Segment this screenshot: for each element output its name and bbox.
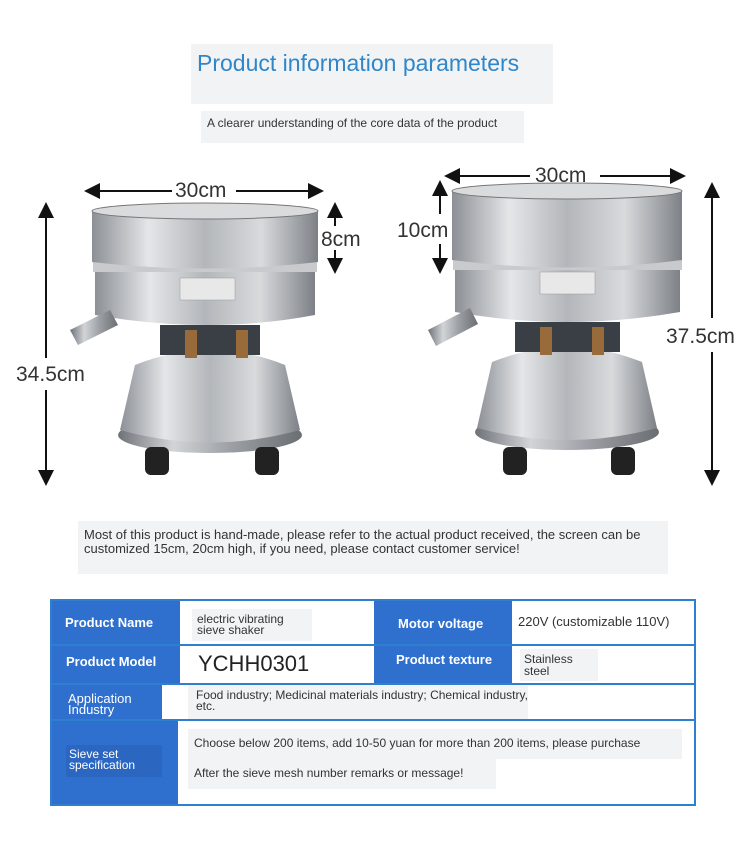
sieve-label: Sieve set specification xyxy=(66,745,162,777)
product-texture-value: Stainless steel xyxy=(520,649,598,681)
total-height-label-left: 34.5cm xyxy=(16,363,85,386)
product-texture-label: Product texture xyxy=(374,646,512,683)
sieve-value-2: After the sieve mesh number remarks or message! xyxy=(188,759,496,789)
sieve-machine-right xyxy=(428,183,682,475)
width-label-right: 30cm xyxy=(535,164,587,187)
motor-voltage-value: 220V (customizable 110V) xyxy=(518,614,688,629)
tier-height-label-left: 8cm xyxy=(321,228,361,251)
product-model-label: Product Model xyxy=(52,646,180,683)
product-name-value: electric vibrating sieve shaker xyxy=(192,609,312,641)
total-height-label-right: 37.5cm xyxy=(666,325,735,348)
motor-voltage-label: Motor voltage xyxy=(374,601,512,644)
product-name-label: Product Name xyxy=(52,601,180,644)
width-label-left: 30cm xyxy=(175,179,227,202)
product-model-value: YCHH0301 xyxy=(198,651,348,677)
page-title: Product information parameters xyxy=(197,50,520,76)
page-subtitle: A clearer understanding of the core data of the product xyxy=(207,116,498,130)
application-value: Food industry; Medicinal materials industry; Chemical industry, etc. xyxy=(188,685,528,719)
product-images xyxy=(0,150,749,490)
tier-height-label-right: 10cm xyxy=(397,219,449,242)
sieve-machine-left xyxy=(70,203,318,475)
application-label: Application Industry xyxy=(52,685,162,719)
sieve-value-1: Choose below 200 items, add 10-50 yuan for more than 200 items, please purchase xyxy=(188,729,682,759)
customization-note: Most of this product is hand-made, please refer to the actual product received, the screen can be customized 15cm, 20cm high, if you need, please contact customer service! xyxy=(84,527,641,556)
spec-table xyxy=(50,599,696,806)
